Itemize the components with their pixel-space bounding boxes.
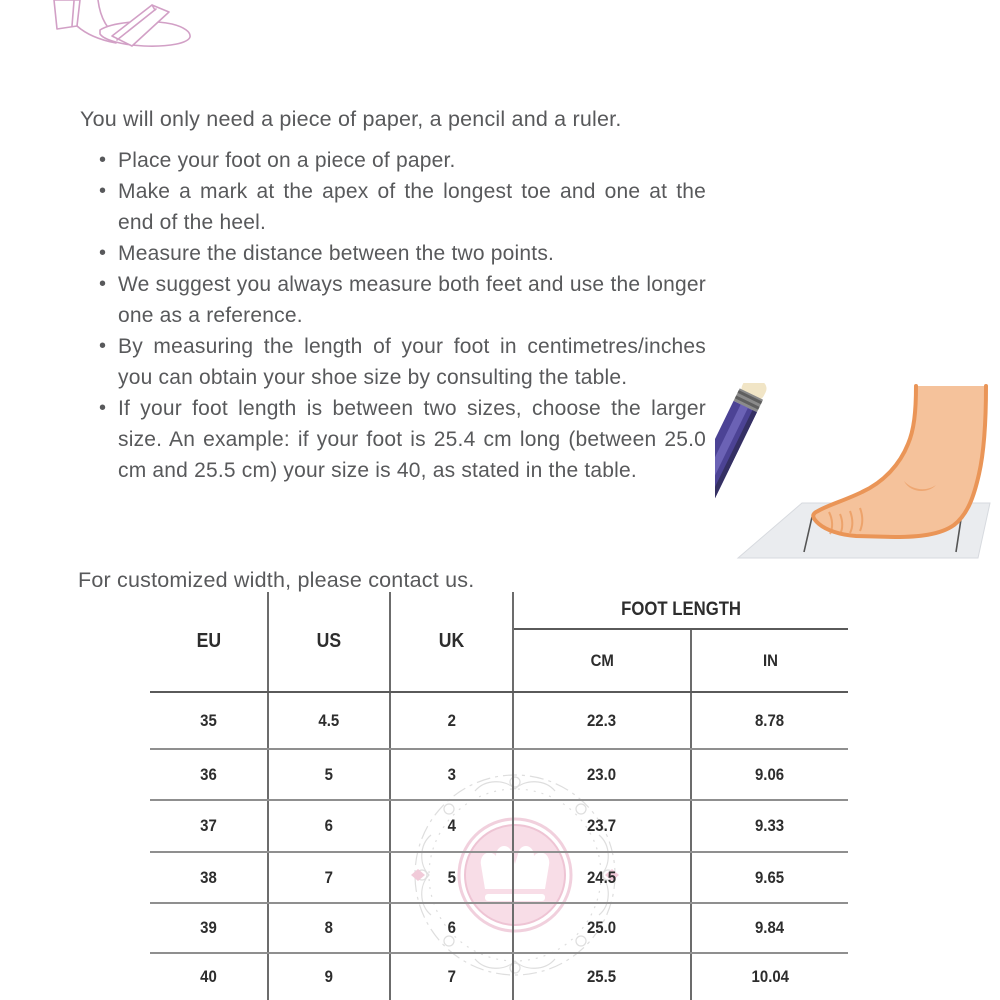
table-row [150,852,848,903]
size-cell-uk: 3 [390,749,513,800]
size-cell-cm: 24.5 [513,852,691,903]
intro-text: You will only need a piece of paper, a pencil and a ruler. [80,106,622,131]
size-cell-us: 6 [268,800,390,852]
table-row [150,692,848,749]
size-cell-in: 9.33 [691,800,848,852]
list-item: • We suggest you always measure both feet and use the longer one as a reference. [98,269,706,331]
size-cell-cm: 23.7 [513,800,691,852]
table-row [150,749,848,800]
size-cell-cm: 22.3 [513,692,691,749]
size-cell-eu: 36 [150,749,268,800]
size-cell-us: 4.5 [268,692,390,749]
high-heel-sandal-icon [42,0,197,58]
size-cell-us: 5 [268,749,390,800]
size-cell-uk: 6 [390,903,513,953]
column-header-us: US [268,592,390,692]
list-item: • Make a mark at the apex of the longest toe and one at the end of the heel. [98,176,706,238]
instruction-list [98,145,706,486]
column-header-in: IN [691,629,848,692]
foot-measuring-illustration [715,383,1000,563]
pencil-graphic [715,383,770,540]
size-cell-uk: 7 [390,953,513,1000]
size-cell-us: 8 [268,903,390,953]
size-cell-us: 9 [268,953,390,1000]
contact-note: For customized width, please contact us. [78,567,475,592]
size-cell-uk: 4 [390,800,513,852]
column-header-eu: EU [150,592,268,692]
size-cell-in: 9.06 [691,749,848,800]
size-cell-uk: 2 [390,692,513,749]
size-cell-cm: 23.0 [513,749,691,800]
column-header-foot-length: FOOT LENGTH [513,592,848,629]
size-cell-cm: 25.0 [513,903,691,953]
size-cell-eu: 39 [150,903,268,953]
list-item: • Place your foot on a piece of paper. [98,145,706,176]
size-cell-uk: 5 [390,852,513,903]
table-row [150,800,848,852]
size-cell-cm: 25.5 [513,953,691,1000]
size-cell-eu: 35 [150,692,268,749]
size-table [150,592,848,1000]
size-cell-in: 9.65 [691,852,848,903]
column-header-cm: CM [513,629,691,692]
size-cell-in: 8.78 [691,692,848,749]
table-row [150,953,848,1000]
size-cell-us: 7 [268,852,390,903]
size-cell-eu: 40 [150,953,268,1000]
size-cell-eu: 38 [150,852,268,903]
list-item: • Measure the distance between the two points. [98,238,706,269]
size-cell-in: 10.04 [751,967,789,986]
table-row [150,903,848,953]
column-header-uk: UK [390,592,513,692]
list-item: • By measuring the length of your foot in centimetres/inches you can obtain your shoe size by consulting the table. [98,331,706,393]
size-cell-in: 9.84 [691,903,848,953]
foot-graphic [813,386,986,537]
list-item: • If your foot length is between two sizes, choose the larger size. An example: if your foot is 25.4 cm long (between 25.0 cm and 25.5 cm) your size is 40, as stated in the table. [98,393,706,486]
size-cell-eu: 37 [150,800,268,852]
